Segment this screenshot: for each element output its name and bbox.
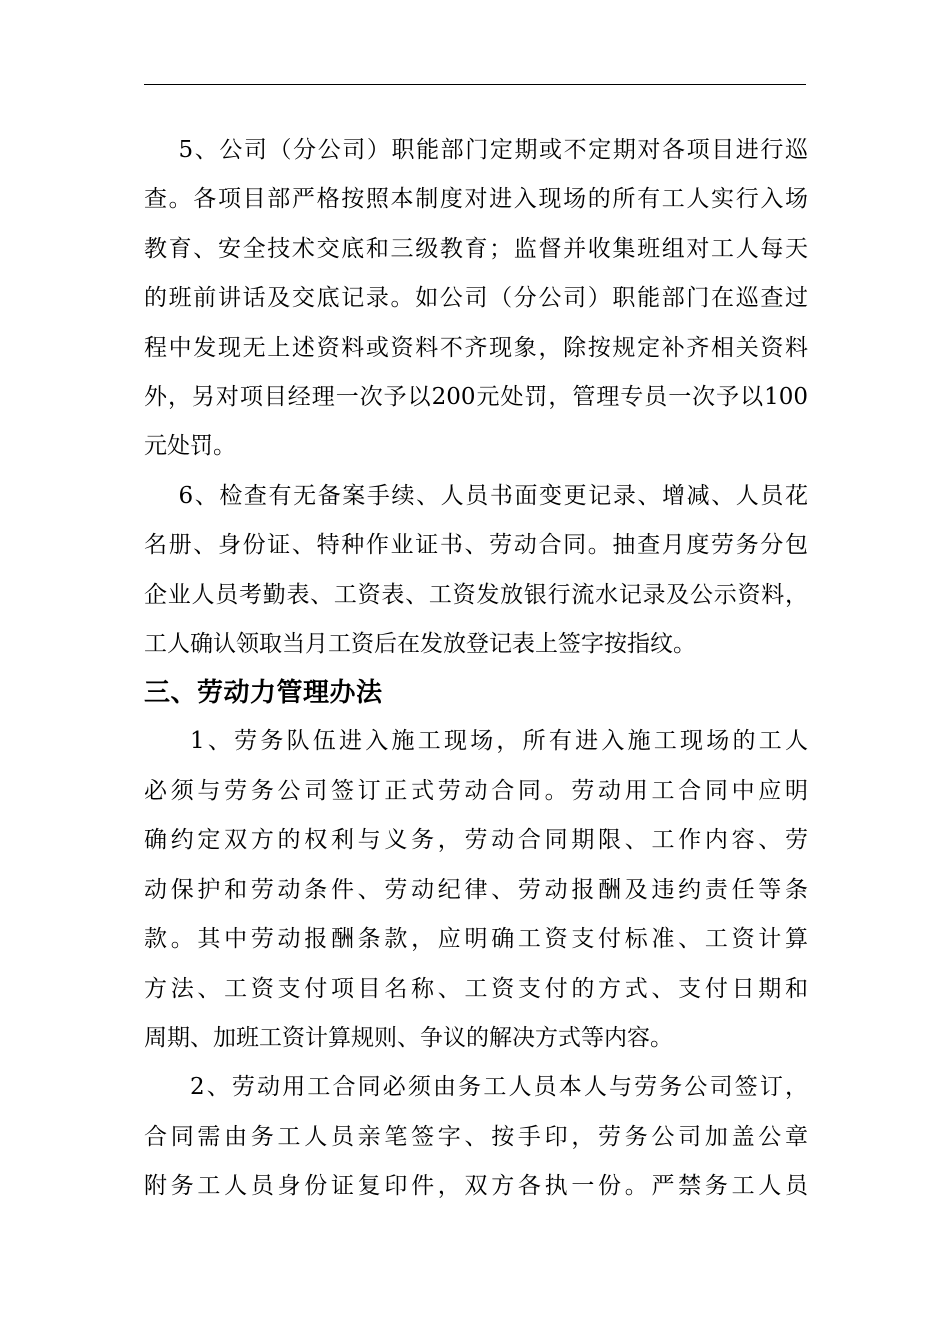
text-line: 1、劳务队伍进入施工现场，所有进入施工现场的工人	[190, 728, 808, 755]
text-line: 合同需由务工人员亲笔签字、按手印，劳务公司加盖公章	[144, 1123, 808, 1150]
text-line: 确约定双方的权利与义务，劳动合同期限、工作内容、劳	[144, 827, 808, 854]
text-line: 工人确认领取当月工资后在发放登记表上签字按指纹。	[144, 631, 696, 658]
section-heading: 三、劳动力管理办法	[144, 678, 383, 709]
text-line: 教育、安全技术交底和三级教育；监督并收集班组对工人每天	[144, 235, 808, 262]
text-line: 元处罚。	[144, 433, 236, 460]
document-body	[144, 126, 808, 1212]
text-line: 外，另对项目经理一次予以200元处罚，管理专员一次予以100	[144, 384, 808, 411]
text-line: 查。各项目部严格按照本制度对进入现场的所有工人实行入场	[144, 186, 808, 213]
paragraph-item-6	[144, 472, 808, 670]
text-line: 的班前讲话及交底记录。如公司（分公司）职能部门在巡查过	[144, 285, 808, 312]
text-line: 动保护和劳动条件、劳动纪律、劳动报酬及违约责任等条	[144, 876, 808, 903]
header-rule	[144, 84, 806, 85]
text-line: 必须与劳务公司签订正式劳动合同。劳动用工合同中应明	[144, 777, 808, 804]
text-line: 6、检查有无备案手续、人员书面变更记录、增减、人员花	[178, 482, 808, 509]
paragraph-section-item-1	[144, 717, 808, 1063]
text-line: 附务工人员身份证复印件，双方各执一份。严禁务工人员	[144, 1173, 808, 1200]
text-line: 2、劳动用工合同必须由务工人员本人与劳务公司签订，	[190, 1074, 808, 1101]
text-line: 名册、身份证、特种作业证书、劳动合同。抽查月度劳务分包	[144, 532, 808, 559]
text-line: 方法、工资支付项目名称、工资支付的方式、支付日期和	[144, 975, 808, 1002]
text-line: 周期、加班工资计算规则、争议的解决方式等内容。	[144, 1024, 673, 1051]
text-line: 款。其中劳动报酬条款，应明确工资支付标准、工资计算	[144, 926, 808, 953]
text-line: 程中发现无上述资料或资料不齐现象，除按规定补齐相关资料	[144, 334, 808, 361]
text-line: 企业人员考勤表、工资表、工资发放银行流水记录及公示资料，	[144, 581, 808, 608]
paragraph-section-item-2	[144, 1063, 808, 1211]
text-line: 5、公司（分公司）职能部门定期或不定期对各项目进行巡	[178, 137, 808, 163]
paragraph-item-5	[144, 126, 808, 472]
